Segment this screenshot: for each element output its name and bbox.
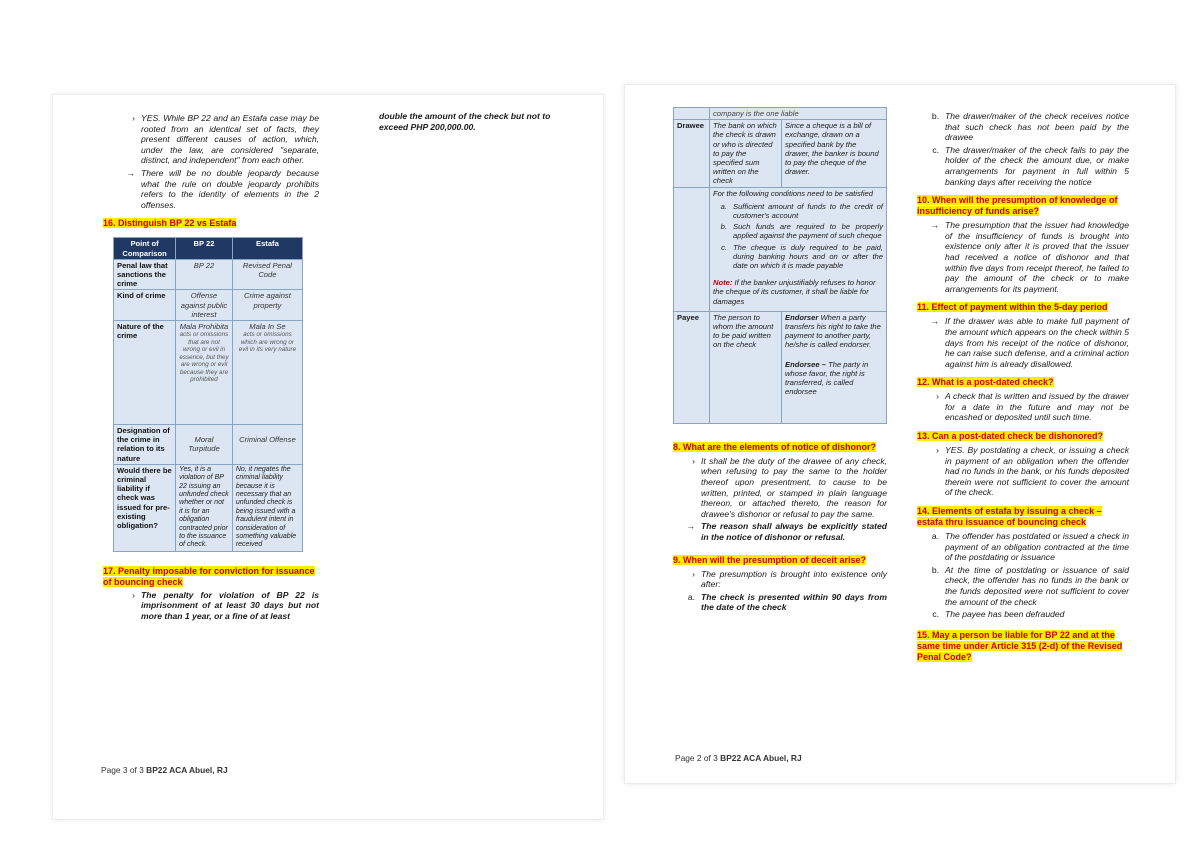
question-11-heading: 11. Effect of payment within the 5-day period (917, 302, 1108, 313)
list-item: → The presumption that the issuer had knowledge of the insufficiency of funds is brought into existence only after it is proved that the issuer had received a notice of dishonor and that within five days from receipt thereof, he failed to pay the amount of the check or to make arrangements for its payment. (930, 220, 1129, 294)
page2-column-2 (917, 109, 1129, 666)
question-12-heading: 12. What is a post-dated check? (917, 377, 1054, 388)
list-item: b. At the time of postdating or issuance of said check, the offender has no funds in the bank or the funds deposited were not sufficient to cover the amount of the check (931, 564, 1129, 607)
question-16-heading: 16. Distinguish BP 22 vs Estafa (103, 218, 237, 229)
page2-column-1 (673, 107, 887, 615)
yes-separate-offenses-text: YES. While BP 22 and an Estafa case may be rooted from an identical set of facts, they present different causes of action, which, under the law, are considered "separate, distinct, and independent" from each other. (141, 113, 319, 166)
list-item: › A check that is written and issued by the drawer for a date in the future and may not be encashed or deposited until such time. (936, 391, 1129, 423)
table-header: Estafa (232, 238, 302, 259)
question-9-heading: 9. When will the presumption of deceit arise? (673, 554, 867, 565)
list-item: → The reason shall always be explicitly stated in the notice of dishonor or refusal. (686, 521, 887, 543)
table-row: Kind of crime Offense against public interest Crime against property (114, 290, 303, 321)
page3-column-1 (103, 111, 319, 624)
table-row: For the following conditions need to be satisfied a. Sufficient amount of funds to the credit of customer's account b. Such funds are required to be properly applied against the payment of such cheque c. The cheque is duly required to be paid, during banking hours and on or after the date on which it is made payable Note: If the banker unjustifiably refuses to honor the cheque of its customer, it shall be liable for damages (674, 187, 887, 311)
table-row: Payee The person to whom the amount to be paid written on the check Endorser When a party transfers his right to take the payment to another party, he/she is called endorser. Endorsee – The party in whose favor, the right is transferred, is called endorsee (674, 311, 887, 423)
page-footer: Page 2 of 3 BP22 ACA Abuel, RJ (675, 753, 802, 763)
document-page-3 (52, 94, 604, 820)
list-item: › The presumption is brought into existence only after: (692, 568, 887, 590)
question-14-heading: 14. Elements of estafa by issuing a check – estafa thru issuance of bouncing check (917, 506, 1102, 528)
list-item: › YES. While BP 22 and an Estafa case may be rooted from an identical set of facts, they present different causes of action, which, under the law, are considered "separate, distinct, and independent" from each other. (132, 113, 319, 166)
question-15-heading: 15. May a person be liable for BP 22 and at the same time under Article 315 (2-d) of the Revised Penal Code? (917, 629, 1123, 662)
question-13-heading: 13. Can a post-dated check be dishonored? (917, 431, 1104, 442)
table-row: Drawee The bank on which the check is drawn or who is directed to pay the specified sum written on the check Since a cheque is a bill of exchange, drawn on a specified bank by the drawer, the banker is bound to pay the cheque of the drawer. (674, 120, 887, 187)
list-item: a. The offender has postdated or issued a check in payment of an obligation contracted at the time of the postdating or issuance (931, 531, 1129, 563)
question-8-heading: 8. What are the elements of notice of dishonor? (673, 441, 877, 452)
table-header: Point of Comparison (114, 238, 176, 259)
question-10-heading: 10. When will the presumption of knowledge of insufficiency of funds arise? (917, 195, 1118, 217)
list-item: → If the drawer was able to make full payment of the amount which appears on the check within 5 days from his receipt of the notice of dishonor, he can raise such defense, and a criminal action against him is already disallowed. (930, 316, 1129, 369)
parties-table (673, 107, 887, 424)
penalty-text: The penalty for violation of BP 22 is imprisonment of at least 30 days but not more than 1 year, or a fine of at least (141, 589, 319, 622)
list-item: a. Sufficient amount of funds to the credit of customer's account (720, 201, 883, 221)
question-17-heading: 17. Penalty imposable for conviction for issuance of bouncing check (103, 565, 315, 587)
document-page-2 (624, 84, 1176, 784)
list-item: c. The drawer/maker of the check fails to pay the holder of the check the amount due, or make arrangements for payment in full within 5 banking days after receiving the notice (932, 144, 1129, 187)
table-row: company is the one liable (674, 108, 887, 120)
list-item: b. The drawer/maker of the check receives notice that such check has not been paid by the drawee (931, 111, 1129, 143)
list-item: → There will be no double jeopardy because what the rule on double jeopardy prohibits refers to the identity of elements in the 2 offenses. (126, 167, 319, 210)
double-jeopardy-text: There will be no double jeopardy because what the rule on double jeopardy prohibits refers to the identity of elements in the 2 offenses. (141, 167, 319, 210)
table-row: Would there be criminal liability if check was issued for pre-existing obligation? Yes, it is a violation of BP 22 issuing an unfunded check whether or not it is for an obligation contracted prior to the issuance of check. No, it negates the criminal liability because it is necessary that an unfunded check is being issued with a fraudulent intent in consideration of something valuable received (114, 464, 303, 551)
table-header: BP 22 (176, 238, 233, 259)
conditions-list (717, 202, 883, 270)
list-item: b. Such funds are required to be properly applied against the payment of such cheque (720, 222, 883, 241)
list-item: › It shall be the duty of the drawee of any check, when refusing to pay the same to the holder thereof upon presentment, to cause to be written, printed, or stamped in plain language thereon, or attached thereto, the reason for drawee's dishonor or refusal to pay the same. (692, 455, 887, 519)
page-footer: Page 3 of 3 BP22 ACA Abuel, RJ (101, 765, 228, 775)
bp22-vs-estafa-table (113, 237, 303, 552)
penalty-continued-text: double the amount of the check but not to exceed PHP 200,000.00. (379, 111, 551, 132)
list-item: c. The cheque is duly required to be paid, during banking hours and on or after the date on which it is made payable (721, 242, 883, 271)
list-item: c. The payee has been defrauded (932, 609, 1065, 620)
page3-column-2 (379, 111, 579, 132)
table-row: Penal law that sanctions the crime BP 22 Revised Penal Code (114, 259, 303, 290)
list-item: › YES. By postdating a check, or issuing a check in payment of an obligation when the offender had no funds in the bank, or his funds deposited therein were not sufficient to cover the amount of the check. (936, 445, 1129, 498)
table-row: Designation of the crime in relation to its nature Moral Turpitude Criminal Offense (114, 424, 303, 464)
list-item: a. The check is presented within 90 days from the date of the check (687, 591, 887, 613)
table-row: Nature of the crime Mala Prohibita acts or omissions that are not wrong or evil in essence, but they are wrong or evil because they are prohibited Mala In Se acts or omissions which are wrong or evil in its very nature (114, 320, 303, 424)
list-item: › The penalty for violation of BP 22 is imprisonment of at least 30 days but not more than 1 year, or a fine of at least (132, 589, 319, 622)
